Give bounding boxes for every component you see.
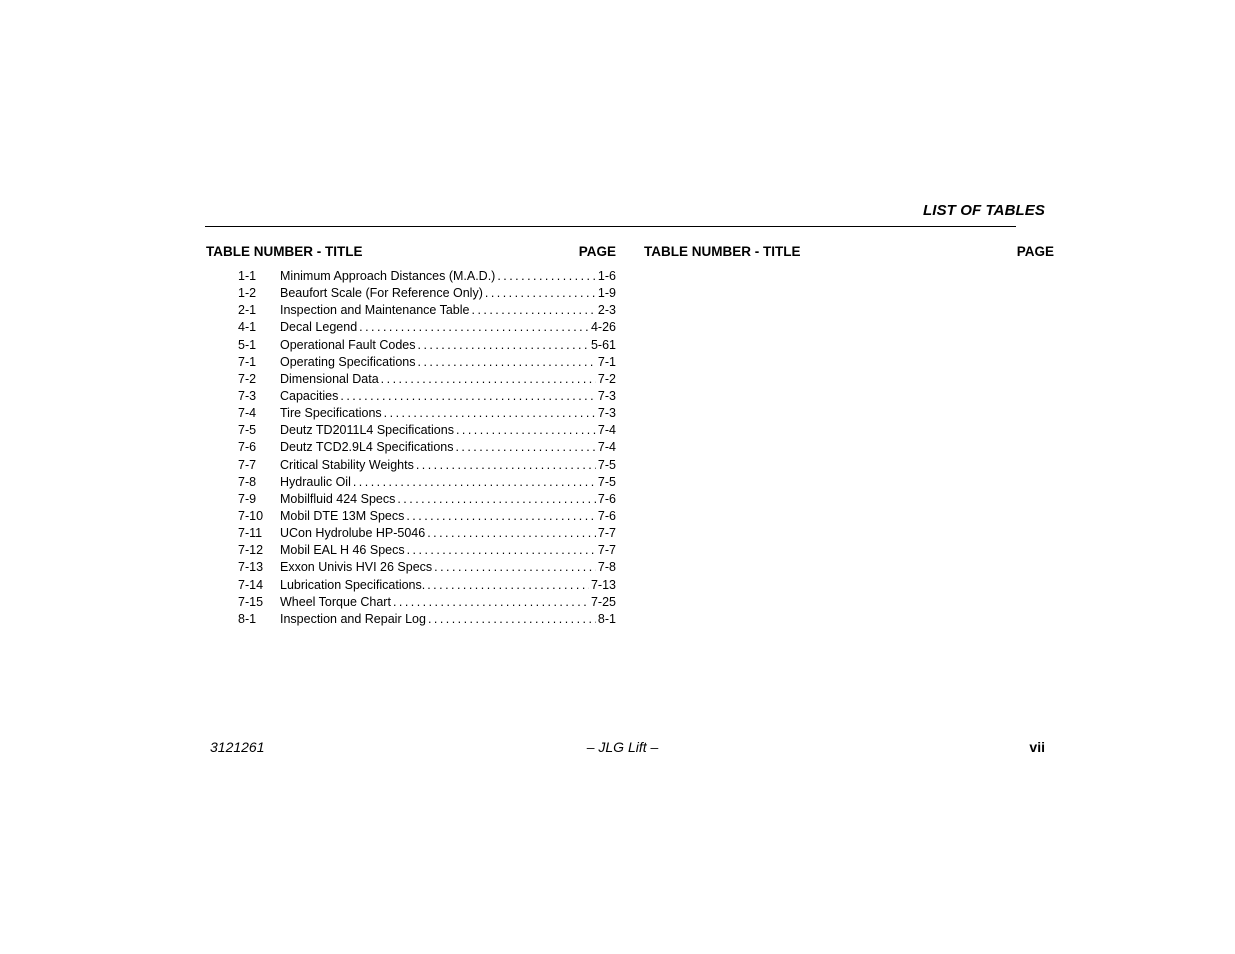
toc-entry-page: 7-6 xyxy=(597,491,616,506)
toc-entry-page: 1-9 xyxy=(597,286,616,301)
toc-dot-leader xyxy=(428,611,596,628)
toc-dot-leader xyxy=(406,508,596,525)
toc-entry-page: 7-7 xyxy=(597,543,616,558)
toc-entry-number: 7-2 xyxy=(238,371,257,386)
toc-entry-title: Lubrication Specifications. xyxy=(280,577,426,592)
toc-dot-leader xyxy=(418,337,589,354)
toc-entry-title: Mobil DTE 13M Specs xyxy=(280,508,405,523)
toc-entry[interactable] xyxy=(238,268,616,285)
toc-entry-page: 4-26 xyxy=(590,320,616,335)
toc-entry-page: 2-3 xyxy=(597,303,616,318)
toc-entry-title: Mobil EAL H 46 Specs xyxy=(280,543,405,558)
toc-entry-number: 7-10 xyxy=(238,508,264,523)
toc-entry[interactable] xyxy=(238,319,616,336)
toc-entry-number: 1-1 xyxy=(238,269,257,283)
toc-dot-leader xyxy=(472,302,596,319)
toc-entry-page: 7-4 xyxy=(597,440,616,455)
toc-entry-number: 7-7 xyxy=(238,457,257,472)
right-column-page-header: PAGE xyxy=(1016,244,1054,259)
toc-entry-page: 7-8 xyxy=(597,560,616,575)
toc-entry-title: Inspection and Repair Log xyxy=(280,611,426,626)
toc-entry-title: Tire Specifications xyxy=(280,406,382,421)
toc-dot-leader xyxy=(427,525,596,542)
toc-dot-leader xyxy=(434,559,596,576)
toc-entry-number: 7-5 xyxy=(238,423,257,438)
toc-dot-leader xyxy=(381,371,596,388)
left-column-title-header: TABLE NUMBER - TITLE xyxy=(206,244,363,259)
toc-dot-leader xyxy=(340,388,596,405)
toc-entry-page: 7-1 xyxy=(597,354,616,369)
footer-doc-number: 3121261 xyxy=(210,739,265,755)
toc-entry[interactable] xyxy=(238,371,616,388)
toc-entry-number: 7-12 xyxy=(238,543,264,558)
toc-entry-title: Exxon Univis HVI 26 Specs xyxy=(280,560,433,575)
toc-dot-leader xyxy=(497,268,596,285)
right-column-header xyxy=(644,244,1054,259)
toc-entry-number: 7-9 xyxy=(238,491,257,506)
toc-entry-title: Deutz TD2011L4 Specifications xyxy=(280,423,454,438)
toc-entry[interactable] xyxy=(238,525,616,542)
toc-entry-title: Decal Legend xyxy=(280,320,358,335)
toc-entry-number: 8-1 xyxy=(238,611,257,626)
toc-dot-leader xyxy=(456,422,596,439)
toc-entry[interactable] xyxy=(238,594,616,611)
toc-entry-title: Operational Fault Codes xyxy=(280,337,416,352)
toc-entry-title: Wheel Torque Chart xyxy=(280,594,391,609)
table-of-tables-list xyxy=(238,268,616,628)
toc-entry-title: Dimensional Data xyxy=(280,371,379,386)
toc-entry[interactable] xyxy=(238,457,616,474)
toc-entry-page: 5-61 xyxy=(590,337,616,352)
toc-entry[interactable] xyxy=(238,405,616,422)
toc-dot-leader xyxy=(407,542,596,559)
toc-entry-title: Beaufort Scale (For Reference Only) xyxy=(280,286,483,301)
toc-dot-leader xyxy=(418,354,596,371)
toc-dot-leader xyxy=(427,577,589,594)
toc-entry-title: Inspection and Maintenance Table xyxy=(280,303,470,318)
heading-divider xyxy=(205,226,1016,227)
toc-entry-page: 7-3 xyxy=(597,388,616,403)
toc-entry-page: 7-6 xyxy=(597,508,616,523)
toc-entry-number: 7-13 xyxy=(238,560,264,575)
toc-dot-leader xyxy=(416,457,596,474)
toc-entry-page: 8-1 xyxy=(597,611,616,626)
page-title: LIST OF TABLES xyxy=(923,202,1045,219)
toc-entry[interactable] xyxy=(238,577,616,594)
toc-entry[interactable] xyxy=(238,611,616,628)
footer-page-number: vii xyxy=(1029,739,1045,755)
toc-entry-number: 7-14 xyxy=(238,577,264,592)
toc-entry[interactable] xyxy=(238,302,616,319)
toc-entry-title: Critical Stability Weights xyxy=(280,457,414,472)
toc-entry-page: 7-2 xyxy=(597,371,616,386)
toc-entry-page: 1-6 xyxy=(597,269,616,283)
toc-entry-title: Operating Specifications xyxy=(280,354,416,369)
toc-entry-title: Deutz TCD2.9L4 Specifications xyxy=(280,440,454,455)
toc-entry[interactable] xyxy=(238,508,616,525)
toc-entry-number: 7-1 xyxy=(238,354,257,369)
toc-entry-title: UCon Hydrolube HP-5046 xyxy=(280,526,426,541)
toc-entry[interactable] xyxy=(238,559,616,576)
toc-entry-title: Mobilfluid 424 Specs xyxy=(280,491,396,506)
toc-entry-number: 7-4 xyxy=(238,406,257,421)
toc-entry[interactable] xyxy=(238,354,616,371)
toc-entry[interactable] xyxy=(238,542,616,559)
toc-entry-page: 7-3 xyxy=(597,406,616,421)
toc-dot-leader xyxy=(397,491,596,508)
toc-entry-title: Minimum Approach Distances (M.A.D.) xyxy=(280,269,496,283)
left-column-page-header: PAGE xyxy=(578,244,616,259)
toc-entry-page: 7-5 xyxy=(597,457,616,472)
toc-entry[interactable] xyxy=(238,337,616,354)
toc-entry-number: 7-15 xyxy=(238,594,264,609)
toc-dot-leader xyxy=(359,319,589,336)
toc-entry-number: 7-6 xyxy=(238,440,257,455)
toc-entry-page: 7-7 xyxy=(597,526,616,541)
toc-dot-leader xyxy=(485,285,596,302)
toc-entry-number: 2-1 xyxy=(238,303,257,318)
toc-entry-page: 7-25 xyxy=(590,594,616,609)
toc-dot-leader xyxy=(384,405,596,422)
toc-entry[interactable] xyxy=(238,388,616,405)
toc-entry-number: 7-8 xyxy=(238,474,257,489)
toc-entry[interactable] xyxy=(238,474,616,491)
toc-entry-title: Hydraulic Oil xyxy=(280,474,351,489)
toc-entry[interactable] xyxy=(238,285,616,302)
toc-entry[interactable] xyxy=(238,439,616,456)
toc-dot-leader xyxy=(353,474,596,491)
toc-entry-page: 7-5 xyxy=(597,474,616,489)
toc-entry-number: 7-3 xyxy=(238,388,257,403)
toc-entry-number: 5-1 xyxy=(238,337,257,352)
toc-entry-title: Capacities xyxy=(280,388,339,403)
toc-entry-page: 7-13 xyxy=(590,577,616,592)
toc-entry-page: 7-4 xyxy=(597,423,616,438)
footer-brand: – JLG Lift – xyxy=(586,739,659,755)
toc-dot-leader xyxy=(393,594,589,611)
toc-entry[interactable] xyxy=(238,422,616,439)
toc-entry-number: 7-11 xyxy=(238,526,263,541)
toc-dot-leader xyxy=(455,439,595,456)
toc-entry-number: 4-1 xyxy=(238,320,257,335)
toc-entry-number: 1-2 xyxy=(238,286,257,301)
right-column-title-header: TABLE NUMBER - TITLE xyxy=(644,244,801,259)
toc-entry[interactable] xyxy=(238,491,616,508)
left-column-header xyxy=(206,244,616,259)
